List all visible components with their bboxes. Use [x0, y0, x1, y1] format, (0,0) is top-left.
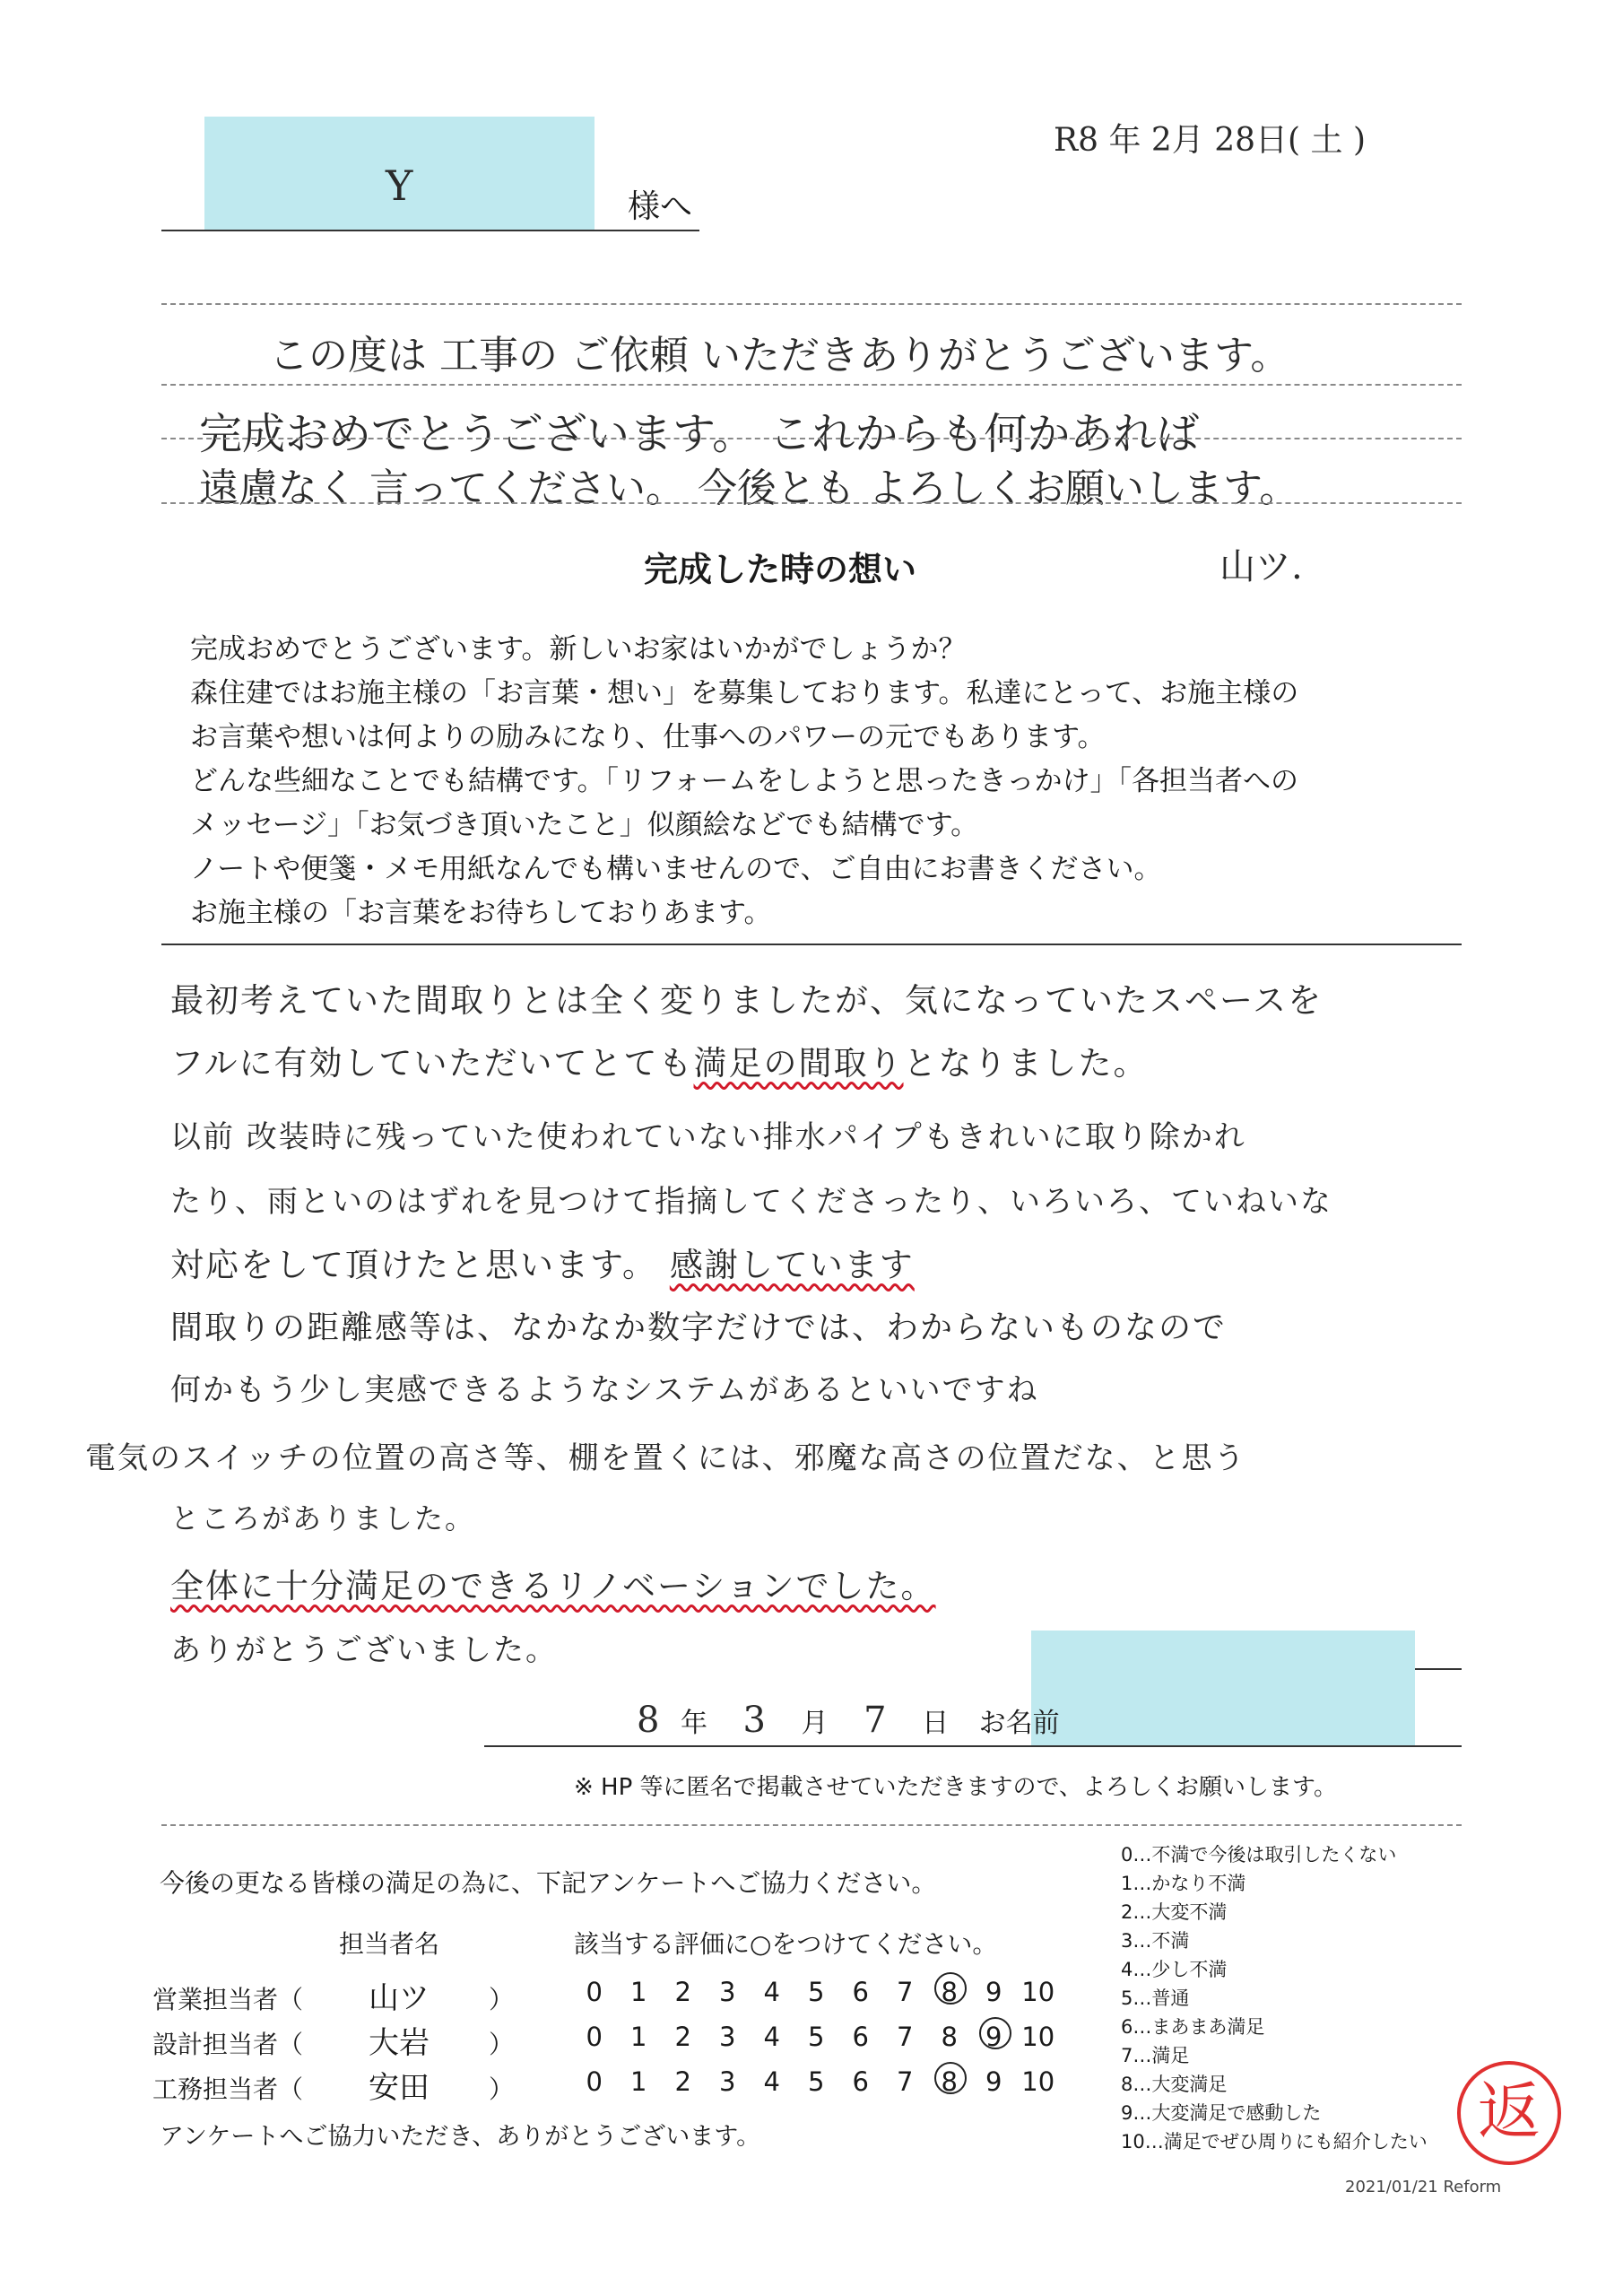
- rating-option[interactable]: 3: [719, 2022, 736, 2052]
- rating-option[interactable]: 5: [808, 2066, 825, 2097]
- section-title: 完成した時の想い: [644, 550, 917, 589]
- intro-text: [190, 628, 1463, 935]
- sign-rule: [484, 1745, 1462, 1747]
- day-label: 日: [922, 1708, 950, 1739]
- message-line-2: 完成おめでとうございます。 これからも何かあれば: [199, 409, 1200, 459]
- message-rule-3: [161, 438, 1462, 439]
- survey-row-design: [152, 2018, 515, 2062]
- survey-row-sales: [152, 1973, 515, 2017]
- intro-line: お言葉や想いは何よりの励みになり、仕事へのパワーの元でもあります。: [190, 721, 1106, 753]
- rating-scale-sales: [572, 1977, 1061, 2007]
- rating-option[interactable]: 7: [897, 2066, 914, 2097]
- rating-option[interactable]: 10: [1021, 1977, 1055, 2007]
- rating-option[interactable]: 8: [927, 1977, 972, 2007]
- comment-line: 最初考えていた間取りとは全く変りましたが、気になっていたスペースを: [170, 981, 1324, 1020]
- staff-signature: 山ツ.: [1219, 546, 1303, 587]
- rating-option[interactable]: 9: [972, 2022, 1017, 2052]
- survey-row-construction: [152, 2063, 515, 2107]
- rating-option[interactable]: 9: [985, 2066, 1002, 2097]
- legend-item: 6…まあまあ満足: [1121, 2016, 1265, 2038]
- intro-line: 完成おめでとうございます。新しいお家はいかがでしょうか？: [190, 633, 967, 665]
- year-label: 年: [681, 1708, 707, 1739]
- rating-legend: [1121, 1840, 1428, 2156]
- intro-divider: [161, 944, 1462, 945]
- rating-option[interactable]: 6: [852, 1977, 869, 2007]
- rating-option[interactable]: 0: [586, 2066, 603, 2097]
- comment-line: ありがとうございました。: [170, 1632, 558, 1668]
- comment-text: となりました。: [903, 1044, 1149, 1083]
- rating-option[interactable]: 8: [927, 2066, 972, 2097]
- role-label: 工務担当者（: [152, 2074, 304, 2104]
- staff-name: 大岩: [369, 2025, 430, 2061]
- comment-end-rule: [1415, 1668, 1462, 1670]
- comment-line: たり、雨といのはずれを見つけて指摘してくださったり、いろいろ、ていねいな: [170, 1184, 1332, 1220]
- survey-divider: [161, 1824, 1462, 1826]
- legend-item: 8…大変満足: [1121, 2074, 1228, 2095]
- message-rule-4: [161, 502, 1462, 504]
- legend-item: 9…大変満足で感動した: [1121, 2102, 1322, 2124]
- rating-option[interactable]: 10: [1021, 2022, 1055, 2052]
- comment-line: 間取りの距離感等は、なかなか数字だけでは、わからないものなので: [170, 1309, 1228, 1346]
- red-stamp: [1457, 2061, 1561, 2165]
- rating-option[interactable]: 7: [897, 2022, 914, 2052]
- rating-option[interactable]: 0: [586, 2022, 603, 2052]
- survey-intro: 今後の更なる皆様の満足の為に、下記アンケートへご協力ください。: [160, 1868, 937, 1898]
- survey-thanks: アンケートへご協力いただき、ありがとうございます。: [160, 2123, 761, 2151]
- underlined-phrase: 満足の間取り: [693, 1044, 904, 1083]
- message-rule-1: [161, 303, 1462, 305]
- legend-item: 1…かなり不満: [1121, 1873, 1246, 1894]
- role-label: 設計担当者（: [152, 2030, 304, 2059]
- legend-item: 2…大変不満: [1121, 1901, 1228, 1923]
- comment-line: ところがありました。: [170, 1501, 476, 1535]
- rating-option[interactable]: 2: [674, 2022, 691, 2052]
- col-staff-header: 担当者名: [339, 1929, 440, 1959]
- comment-line: 以前 改装時に残っていた使われていない排水パイプもきれいに取り除かれ: [170, 1119, 1246, 1155]
- comment-line: [170, 1559, 936, 1607]
- rating-option[interactable]: 9: [985, 1977, 1002, 2007]
- footer-code: 2021/01/21 Reform: [1345, 2178, 1502, 2196]
- message-line-3: 遠慮なく 言ってください。 今後とも よろしくお願いします。: [199, 465, 1299, 511]
- legend-item: 0…不満で今後は取引したくない: [1121, 1844, 1397, 1866]
- intro-line: メッセージ」「お気づき頂いたこと」似顔絵などでも結構です。: [190, 809, 979, 841]
- rating-option[interactable]: 3: [719, 2066, 736, 2097]
- legend-item: 10…満足でぜひ周りにも紹介したい: [1121, 2131, 1428, 2152]
- staff-name: 山ツ: [369, 1980, 430, 2016]
- col-rating-header: 該当する評価に○をつけてください。: [574, 1929, 998, 1959]
- rating-scale-construction: [572, 2066, 1061, 2097]
- stamp-char: 返: [1478, 2074, 1541, 2148]
- sign-day: 7: [864, 1700, 887, 1741]
- close-paren: ）: [489, 2074, 515, 2104]
- rating-option[interactable]: 2: [674, 1977, 691, 2007]
- comment-text: フルに有効していただいてとても: [170, 1044, 694, 1083]
- rating-option[interactable]: 5: [808, 2022, 825, 2052]
- rating-option[interactable]: 4: [763, 1977, 780, 2007]
- intro-line: お施主様の「お言葉をお待ちしておりあます。: [190, 897, 772, 929]
- rating-option[interactable]: 5: [808, 1977, 825, 2007]
- intro-line: ノートや便箋・メモ用紙なんでも構いませんので、ご自由にお書きください。: [190, 853, 1162, 885]
- rating-option[interactable]: 2: [674, 2066, 691, 2097]
- rating-option[interactable]: 4: [763, 2066, 780, 2097]
- underlined-phrase: 全体に十分満足のできるリノベーションでした。: [170, 1567, 936, 1605]
- recipient-underline: [161, 230, 699, 231]
- legend-item: 3…不満: [1121, 1930, 1190, 1952]
- rating-option[interactable]: 1: [630, 2066, 647, 2097]
- close-paren: ）: [489, 2030, 515, 2059]
- rating-option[interactable]: 4: [763, 2022, 780, 2052]
- sign-date: [637, 1700, 1060, 1741]
- comment-line: [170, 1238, 915, 1286]
- rating-option[interactable]: 7: [897, 1977, 914, 2007]
- rating-option[interactable]: 6: [852, 2022, 869, 2052]
- rating-scale-design: [572, 2022, 1061, 2052]
- rating-option[interactable]: 0: [586, 1977, 603, 2007]
- sign-month: 3: [742, 1700, 766, 1741]
- recipient-name: Y: [386, 161, 413, 210]
- comment-line: [170, 1036, 1149, 1084]
- legend-item: 7…満足: [1121, 2045, 1190, 2066]
- message-rule-2: [161, 384, 1462, 386]
- letter-date: R8 年 2月 28日( 土 ): [1054, 122, 1367, 159]
- comment-line: 何かもう少し実感できるようなシステムがあるといいですね: [170, 1372, 1039, 1408]
- name-label: お名前: [978, 1708, 1060, 1739]
- message-line-1: この度は 工事の ご依頼 いただきありがとうございます。: [269, 333, 1290, 378]
- intro-line: どんな些細なことでも結構です。「リフォームをしようと思ったきっかけ」「各担当者への: [190, 765, 1298, 797]
- staff-name: 安田: [369, 2070, 430, 2106]
- month-label: 月: [801, 1708, 829, 1739]
- underlined-phrase: 感謝しています: [669, 1246, 915, 1284]
- rating-option[interactable]: 1: [630, 1977, 647, 2007]
- role-label: 営業担当者（: [152, 1985, 304, 2014]
- comment-line: 電気のスイッチの位置の高さ等、棚を置くには、邪魔な高さの位置だな、と思う: [85, 1440, 1246, 1476]
- intro-line: 森住建ではお施主様の「お言葉・想い」を募集しております。私達にとって、お施主様の: [190, 677, 1299, 709]
- rating-option[interactable]: 10: [1021, 2066, 1055, 2097]
- rating-option[interactable]: 8: [941, 2022, 958, 2052]
- comment-text: 対応をして頂けたと思います。: [170, 1246, 658, 1284]
- sign-year: 8: [637, 1700, 660, 1741]
- salutation: 様へ: [628, 188, 693, 225]
- legend-item: 5…普通: [1121, 1987, 1190, 2009]
- close-paren: ）: [489, 1985, 515, 2014]
- legend-item: 4…少し不満: [1121, 1959, 1228, 1980]
- rating-option[interactable]: 1: [630, 2022, 647, 2052]
- customer-name-box: [1031, 1631, 1415, 1745]
- rating-option[interactable]: 6: [852, 2066, 869, 2097]
- anonymity-note: ※ HP 等に匿名で掲載させていただきますので、よろしくお願いします。: [574, 1774, 1337, 1801]
- rating-option[interactable]: 3: [719, 1977, 736, 2007]
